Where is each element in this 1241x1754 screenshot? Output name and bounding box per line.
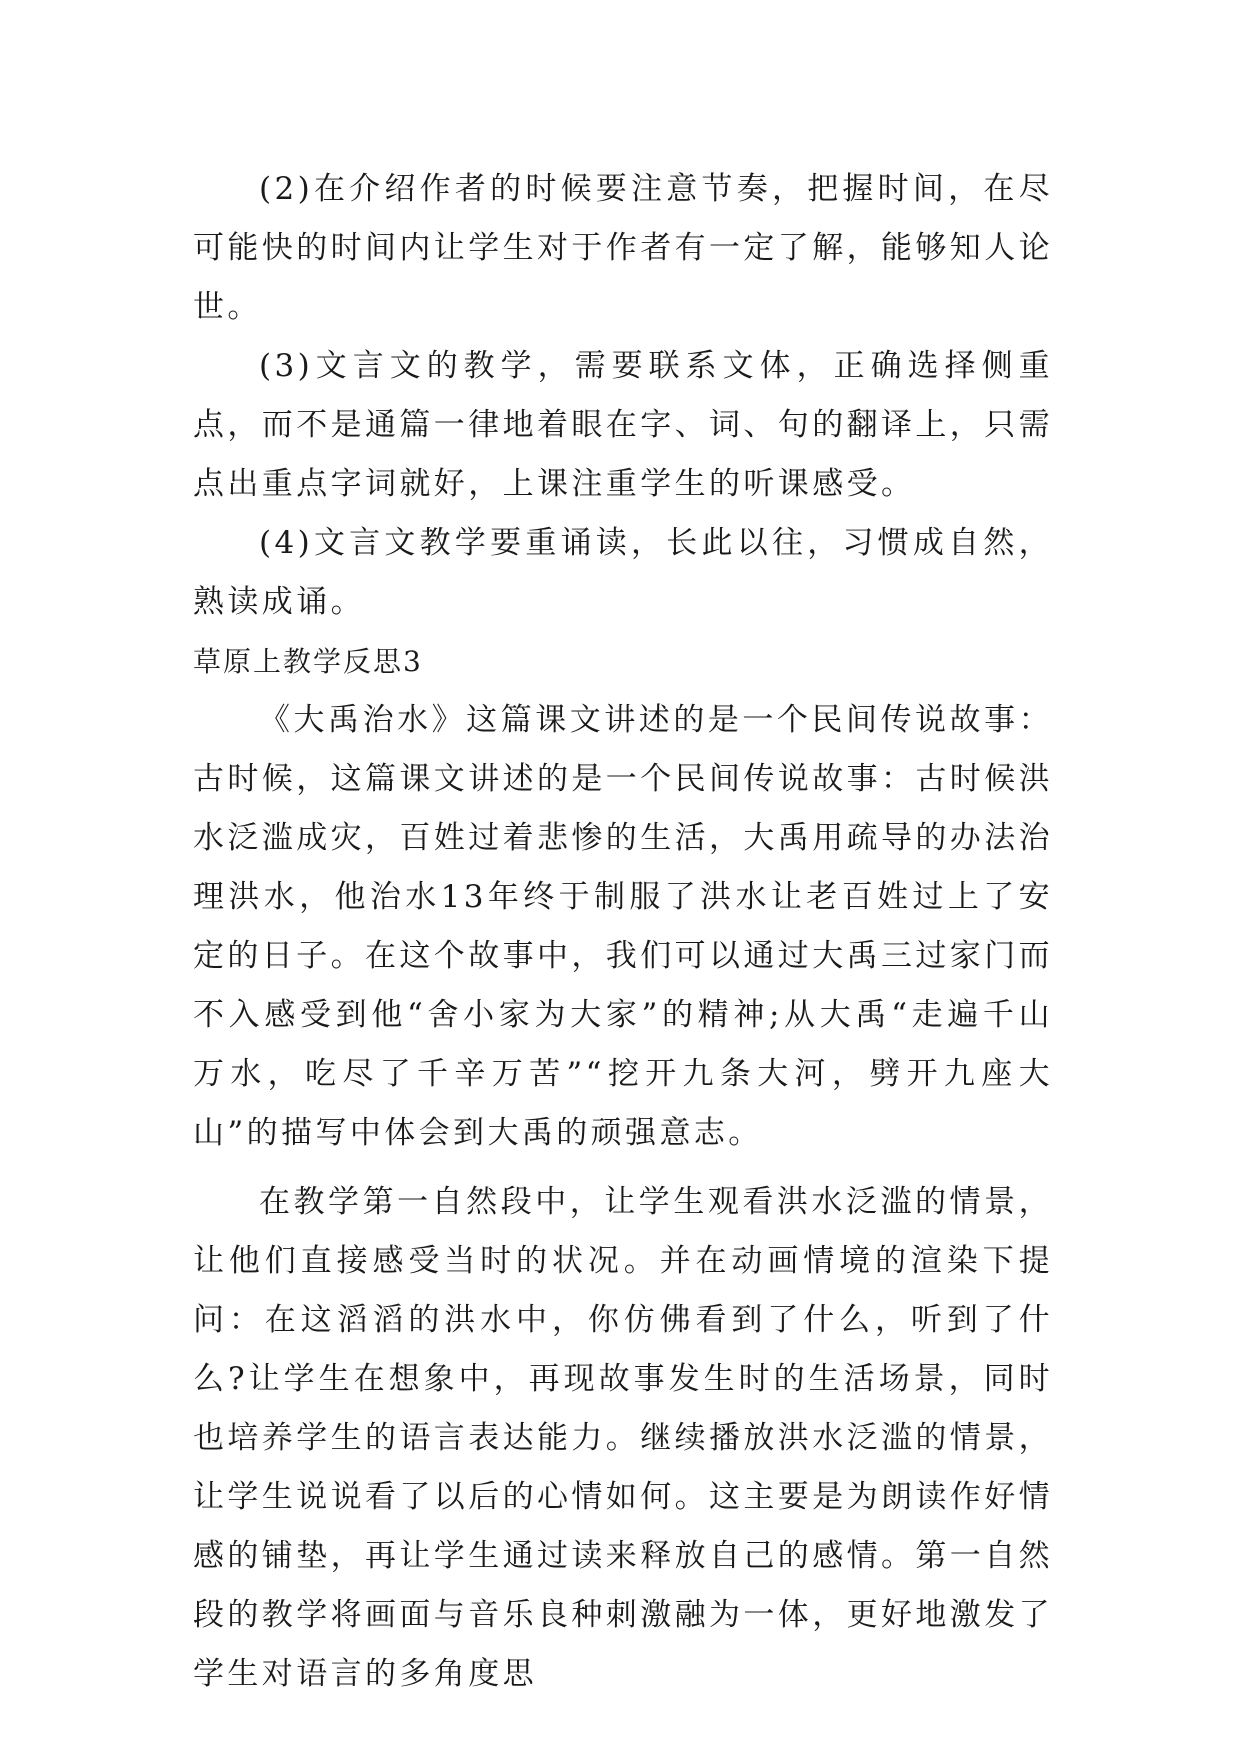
document-body [193, 160, 1053, 1704]
paragraph-2: (2)在介绍作者的时候要注意节奏，把握时间，在尽可能快的时间内让学生对于作者有一定了解，能够知人论世。 [193, 171, 1053, 325]
paragraph-story-summary: 《大禹治水》这篇课文讲述的是一个民间传说故事：古时候，这篇课文讲述的是一个民间传说故事：古时候洪水泛滥成灾，百姓过着悲惨的生活，大禹用疏导的办法治理洪水，他治水13年终于制服了洪水让老百姓过上了安定的日子。在这个故事中，我们可以通过大禹三过家门而不入感受到他“舍小家为大家”的精神;从大禹“走遍千山万水，吃尽了千辛万苦”“挖开九条大河，劈开九座大山”的描写中体会到大禹的顽强意志。 [193, 702, 1053, 1151]
paragraph-4: (4)文言文教学要重诵读，长此以往，习惯成自然，熟读成诵。 [193, 525, 1053, 620]
paragraph-3: (3)文言文的教学，需要联系文体，正确选择侧重点，而不是通篇一律地着眼在字、词、句的翻译上，只需点出重点字词就好，上课注重学生的听课感受。 [193, 348, 1053, 502]
paragraph-teaching-first-section: 在教学第一自然段中，让学生观看洪水泛滥的情景，让他们直接感受当时的状况。并在动画情境的渲染下提问：在这滔滔的洪水中，你仿佛看到了什么，听到了什么?让学生在想象中，再现故事发生时的生活场景，同时也培养学生的语言表达能力。继续播放洪水泛滥的情景，让学生说说看了以后的心情如何。这主要是为朗读作好情感的铺垫，再让学生通过读来释放自己的感情。第一自然段的教学将画面与音乐良种刺激融为一体，更好地激发了学生对语言的多角度思 [193, 1184, 1053, 1692]
section-heading: 草原上教学反思3 [193, 645, 423, 678]
